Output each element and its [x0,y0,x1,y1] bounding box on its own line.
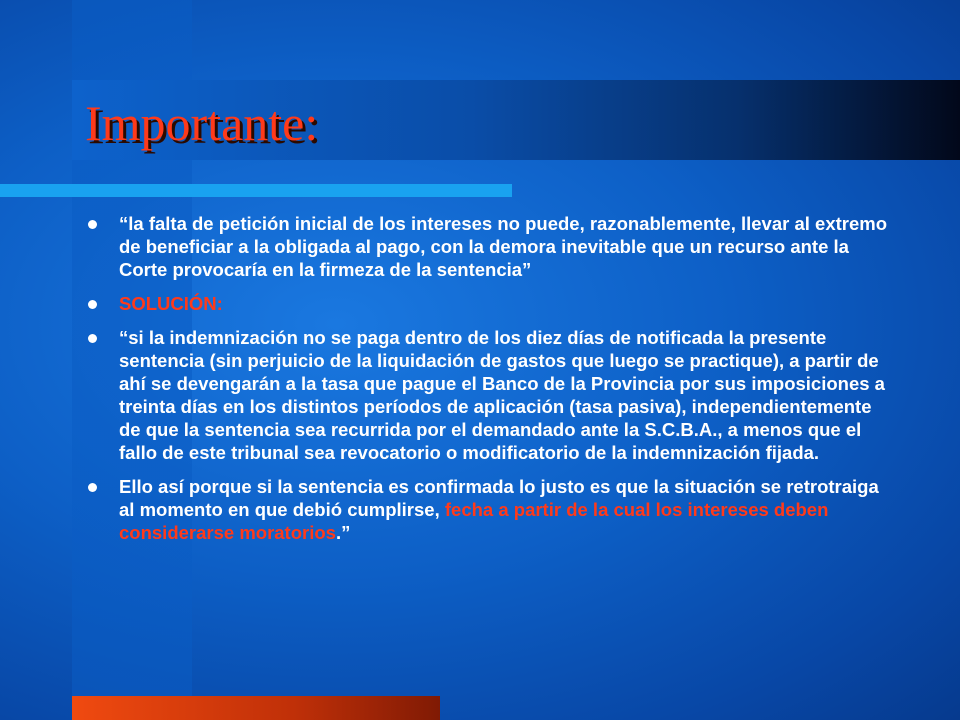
slide-title: Importante: [85,95,319,151]
decorative-cyan-bar [0,184,512,197]
bullet-dot-icon [88,483,97,492]
bullet-item-ruling [88,326,888,464]
bullet-text: “si la indemnización no se paga dentro de los diez días de notificada la presente sentencia (sin perjuicio de la liquidación de gastos que luego se practique), a partir de ahí se devengarán a la tasa que pague el Banco de la Provincia por sus imposiciones a treinta días en los distintos períodos de aplicación (tasa pasiva), independientemente de que la sentencia sea recurrida por el demandado ante la S.C.B.A., a menos que el fallo de este tribunal sea revocatorio o modificatorio de la indemnización fijada. [119,327,885,463]
bullet-text-after: .” [335,522,351,543]
bullet-item-quote [88,212,888,281]
decorative-orange-bar [72,696,440,720]
bullet-text: “la falta de petición inicial de los intereses no puede, razonablemente, llevar al extremo de beneficiar a la obligada al pago, con la demora inevitable que un recurso ante la Corte provocaría en la firmeza de la sentencia” [119,213,888,280]
bullet-text-highlight: fecha a partir de la cual los intereses deben considerarse moratorios [119,499,829,543]
bullet-list [88,212,888,555]
bullet-item-solucion [88,292,888,315]
bullet-heading: SOLUCIÓN: [119,293,223,314]
bullet-dot-icon [88,300,97,309]
bullet-item-conclusion [88,475,888,544]
bullet-dot-icon [88,334,97,343]
bullet-dot-icon [88,220,97,229]
bullet-text-before: Ello así porque si la sentencia es confirmada lo justo es que la situación se retrotraiga al momento en que debió cumplirse, [119,476,879,520]
